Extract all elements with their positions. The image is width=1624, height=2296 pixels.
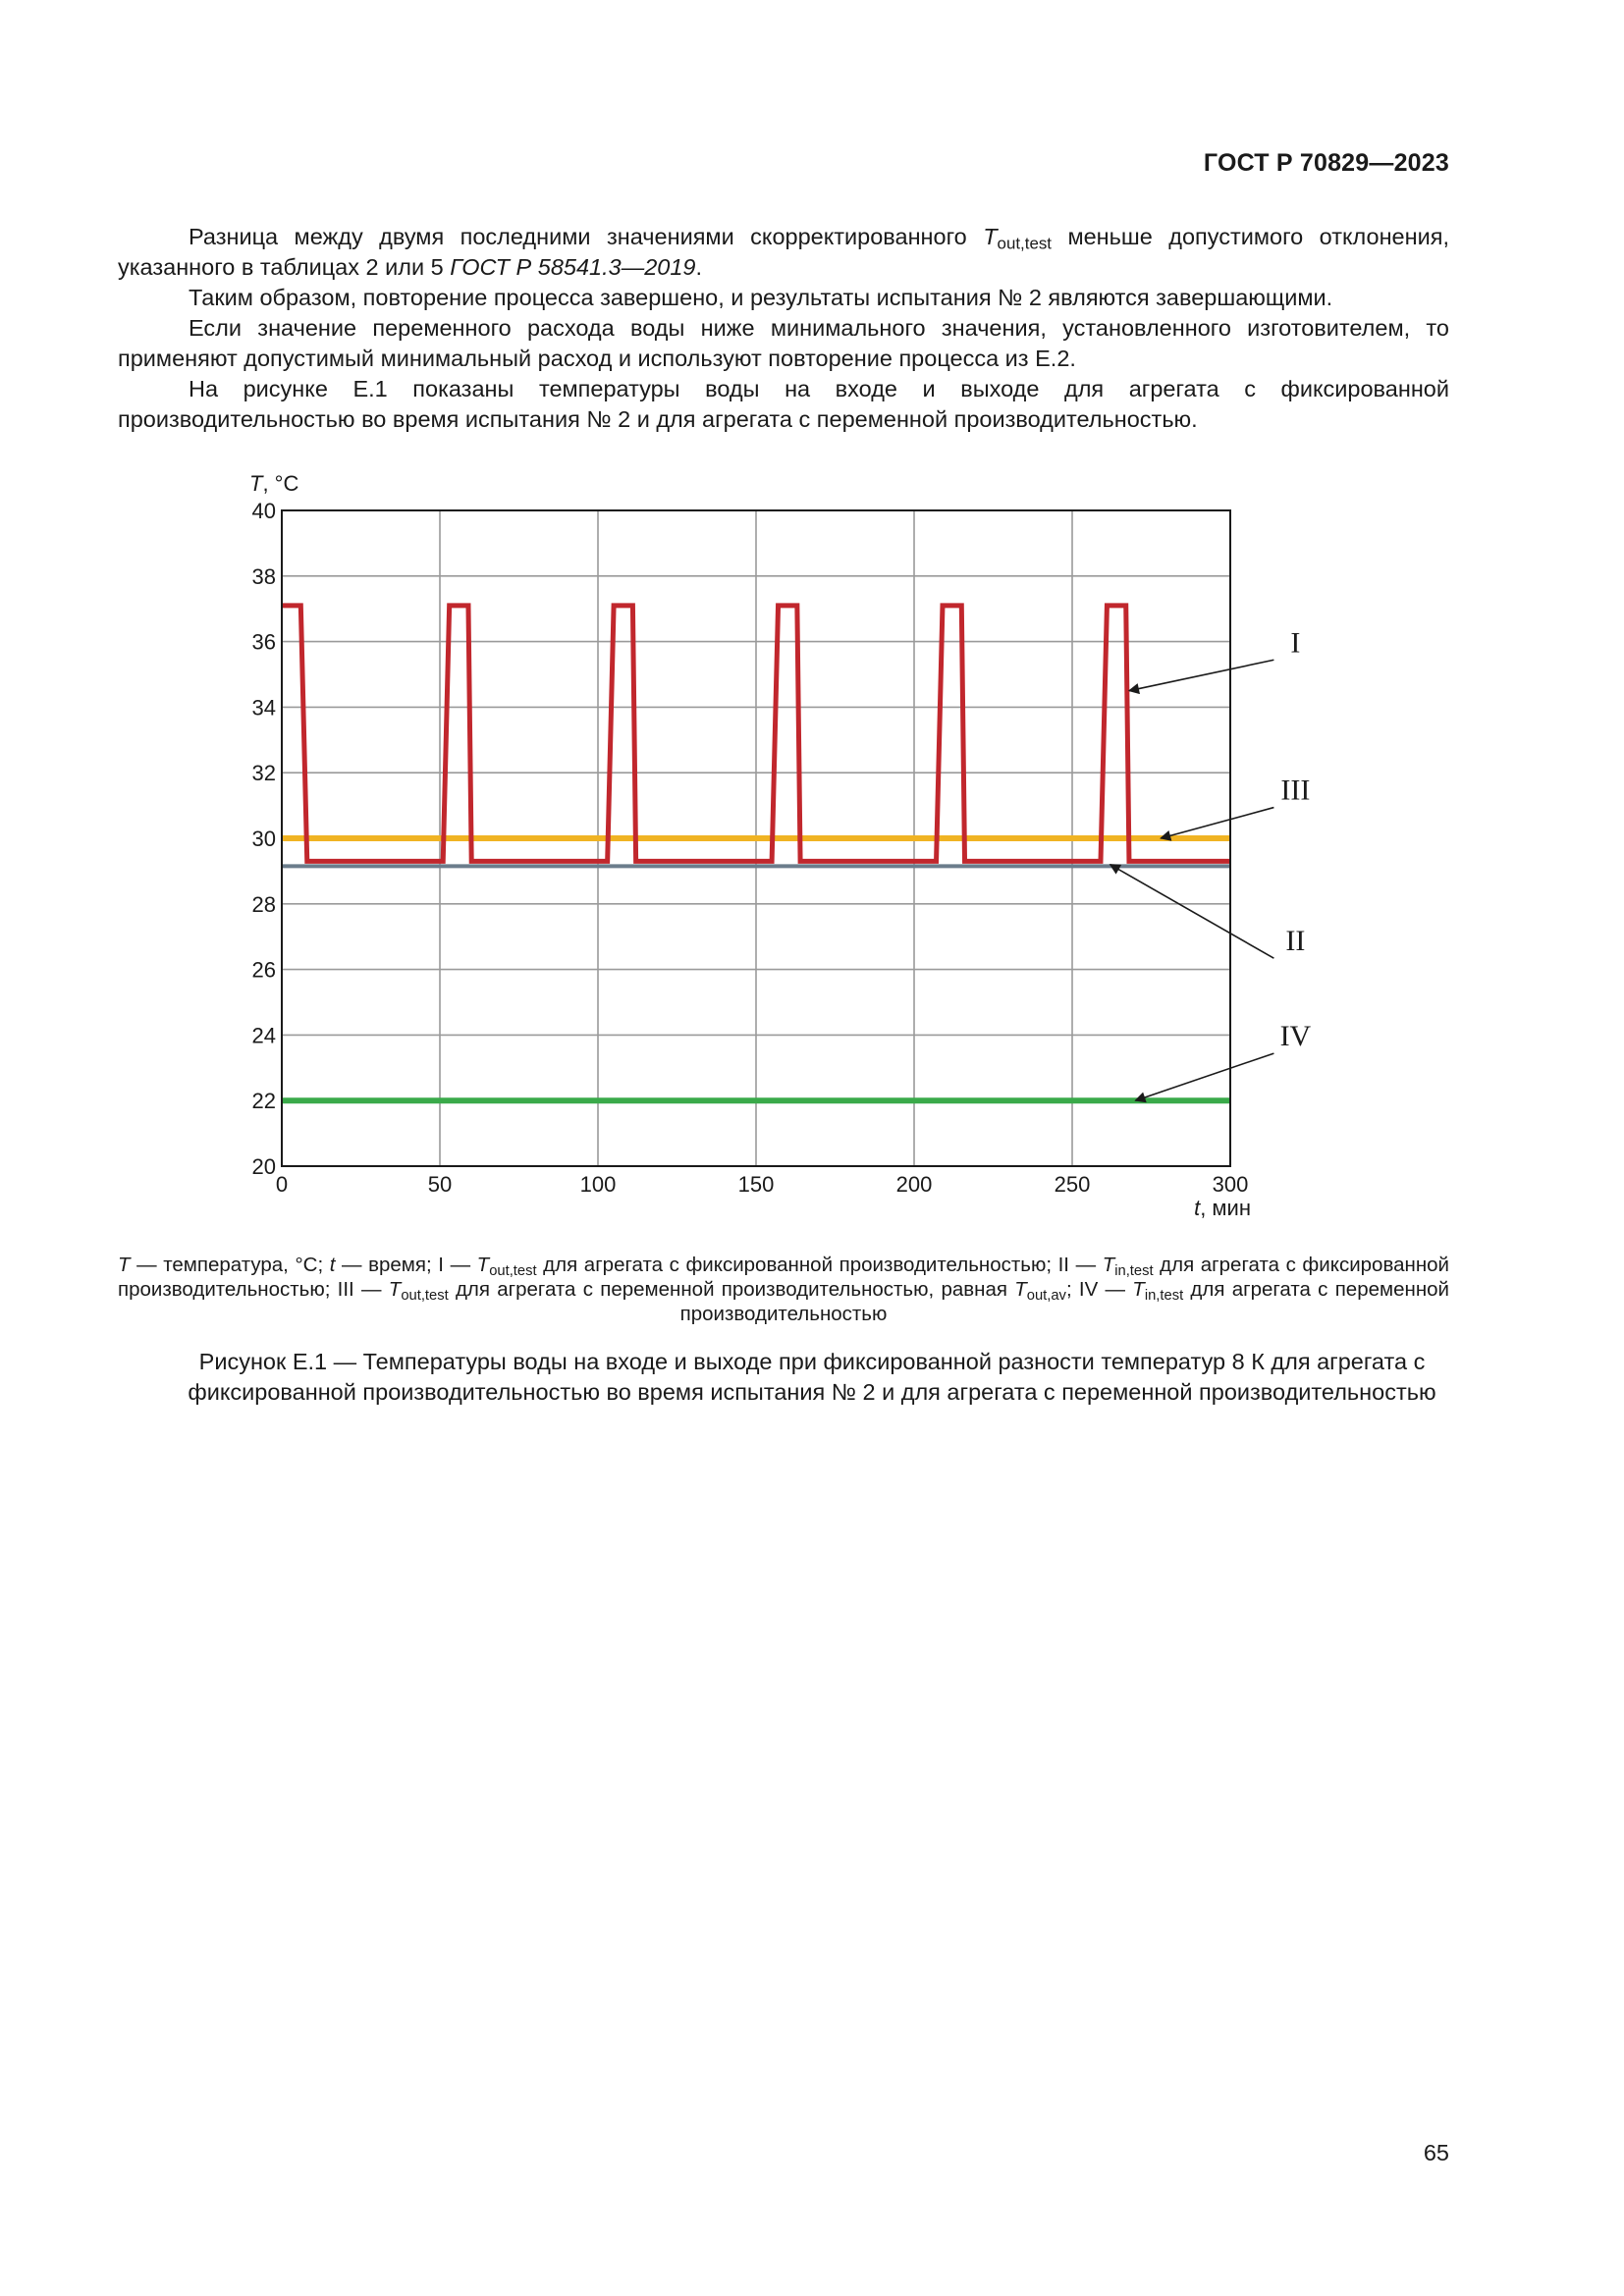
y-tick-label: 24 <box>251 1023 276 1048</box>
annotation-arrow <box>1110 865 1274 959</box>
annotation-label: III <box>1280 774 1311 807</box>
annotation-arrow <box>1161 808 1273 838</box>
y-tick-label: 30 <box>251 827 276 851</box>
x-tick-label: 50 <box>427 1172 453 1197</box>
annotation-label: IV <box>1279 1020 1312 1053</box>
paragraph-2: Таким образом, повторение процесса завершено, и результаты испытания № 2 являются завершающими. <box>189 285 1333 310</box>
y-tick-label: 32 <box>251 761 276 786</box>
temperature-chart <box>196 454 1335 1229</box>
annotation-label: II <box>1285 925 1306 958</box>
y-tick-label: 28 <box>251 891 276 917</box>
standard-reference: ГОСТ Р 58541.3—2019 <box>450 254 696 280</box>
x-tick-label: 250 <box>1054 1172 1091 1197</box>
y-tick-label: 26 <box>251 957 276 983</box>
standard-code: ГОСТ Р 70829—2023 <box>1203 149 1449 177</box>
annotation-arrow <box>1135 1053 1273 1100</box>
annotation-arrow <box>1129 660 1273 690</box>
x-tick-label: 150 <box>737 1172 775 1197</box>
body-text <box>118 222 1449 435</box>
y-tick-label: 40 <box>251 499 276 523</box>
annotation-label: I <box>1290 626 1301 660</box>
paragraph-3: Если значение переменного расхода воды ниже минимального значения, установленного изготовителем, то применяют допустимый минимальный расход и используют повторение процесса из Е.2. <box>118 315 1449 371</box>
y-tick-label: 22 <box>251 1089 276 1114</box>
x-tick-label: 200 <box>895 1172 933 1197</box>
figure-caption: Рисунок Е.1 — Температуры воды на входе и выходе при фиксированной разности температур 8 К для агрегата с фиксированной производительностью во время испытания № 2 и для агрегата с переменной производительностью <box>188 1349 1436 1405</box>
y-tick-label: 20 <box>251 1154 276 1179</box>
paragraph-1: Разница между двумя последними значениями скорректированного $T_{out,test}$ меньше допустимого отклонения, указанного в таблицах 2 или 5 ГОСТ Р 58541.3—2019. <box>118 224 1449 280</box>
y-tick-label: 36 <box>251 629 276 655</box>
y-axis-label: T, °C <box>249 471 299 496</box>
x-axis-label: t, мин <box>1194 1196 1251 1220</box>
page-number: 65 <box>1423 2140 1449 2165</box>
x-tick-label: 100 <box>579 1172 617 1197</box>
x-tick-label: 0 <box>275 1172 289 1197</box>
y-tick-label: 38 <box>251 563 276 589</box>
x-tick-label: 300 <box>1212 1172 1249 1197</box>
paragraph-4: На рисунке Е.1 показаны температуры воды на входе и выходе для агрегата с фиксированной производительностью во время испытания № 2 и для агрегата с переменной производительностью. <box>118 376 1449 432</box>
figure-legend: T — температура, °C; t — время; I — $T_{out,test}$ для агрегата с фиксированной производительностью; II — $T_{in,test}$ для агрегата с фиксированной производительностью; III — $T_{out,test}$ для агрегата с переменной производительностью, равная $T_{out,av}$; IV — $T_{in,test}$ для агрегата с переменной производительностью <box>118 1254 1450 1325</box>
y-tick-label: 34 <box>251 695 276 721</box>
